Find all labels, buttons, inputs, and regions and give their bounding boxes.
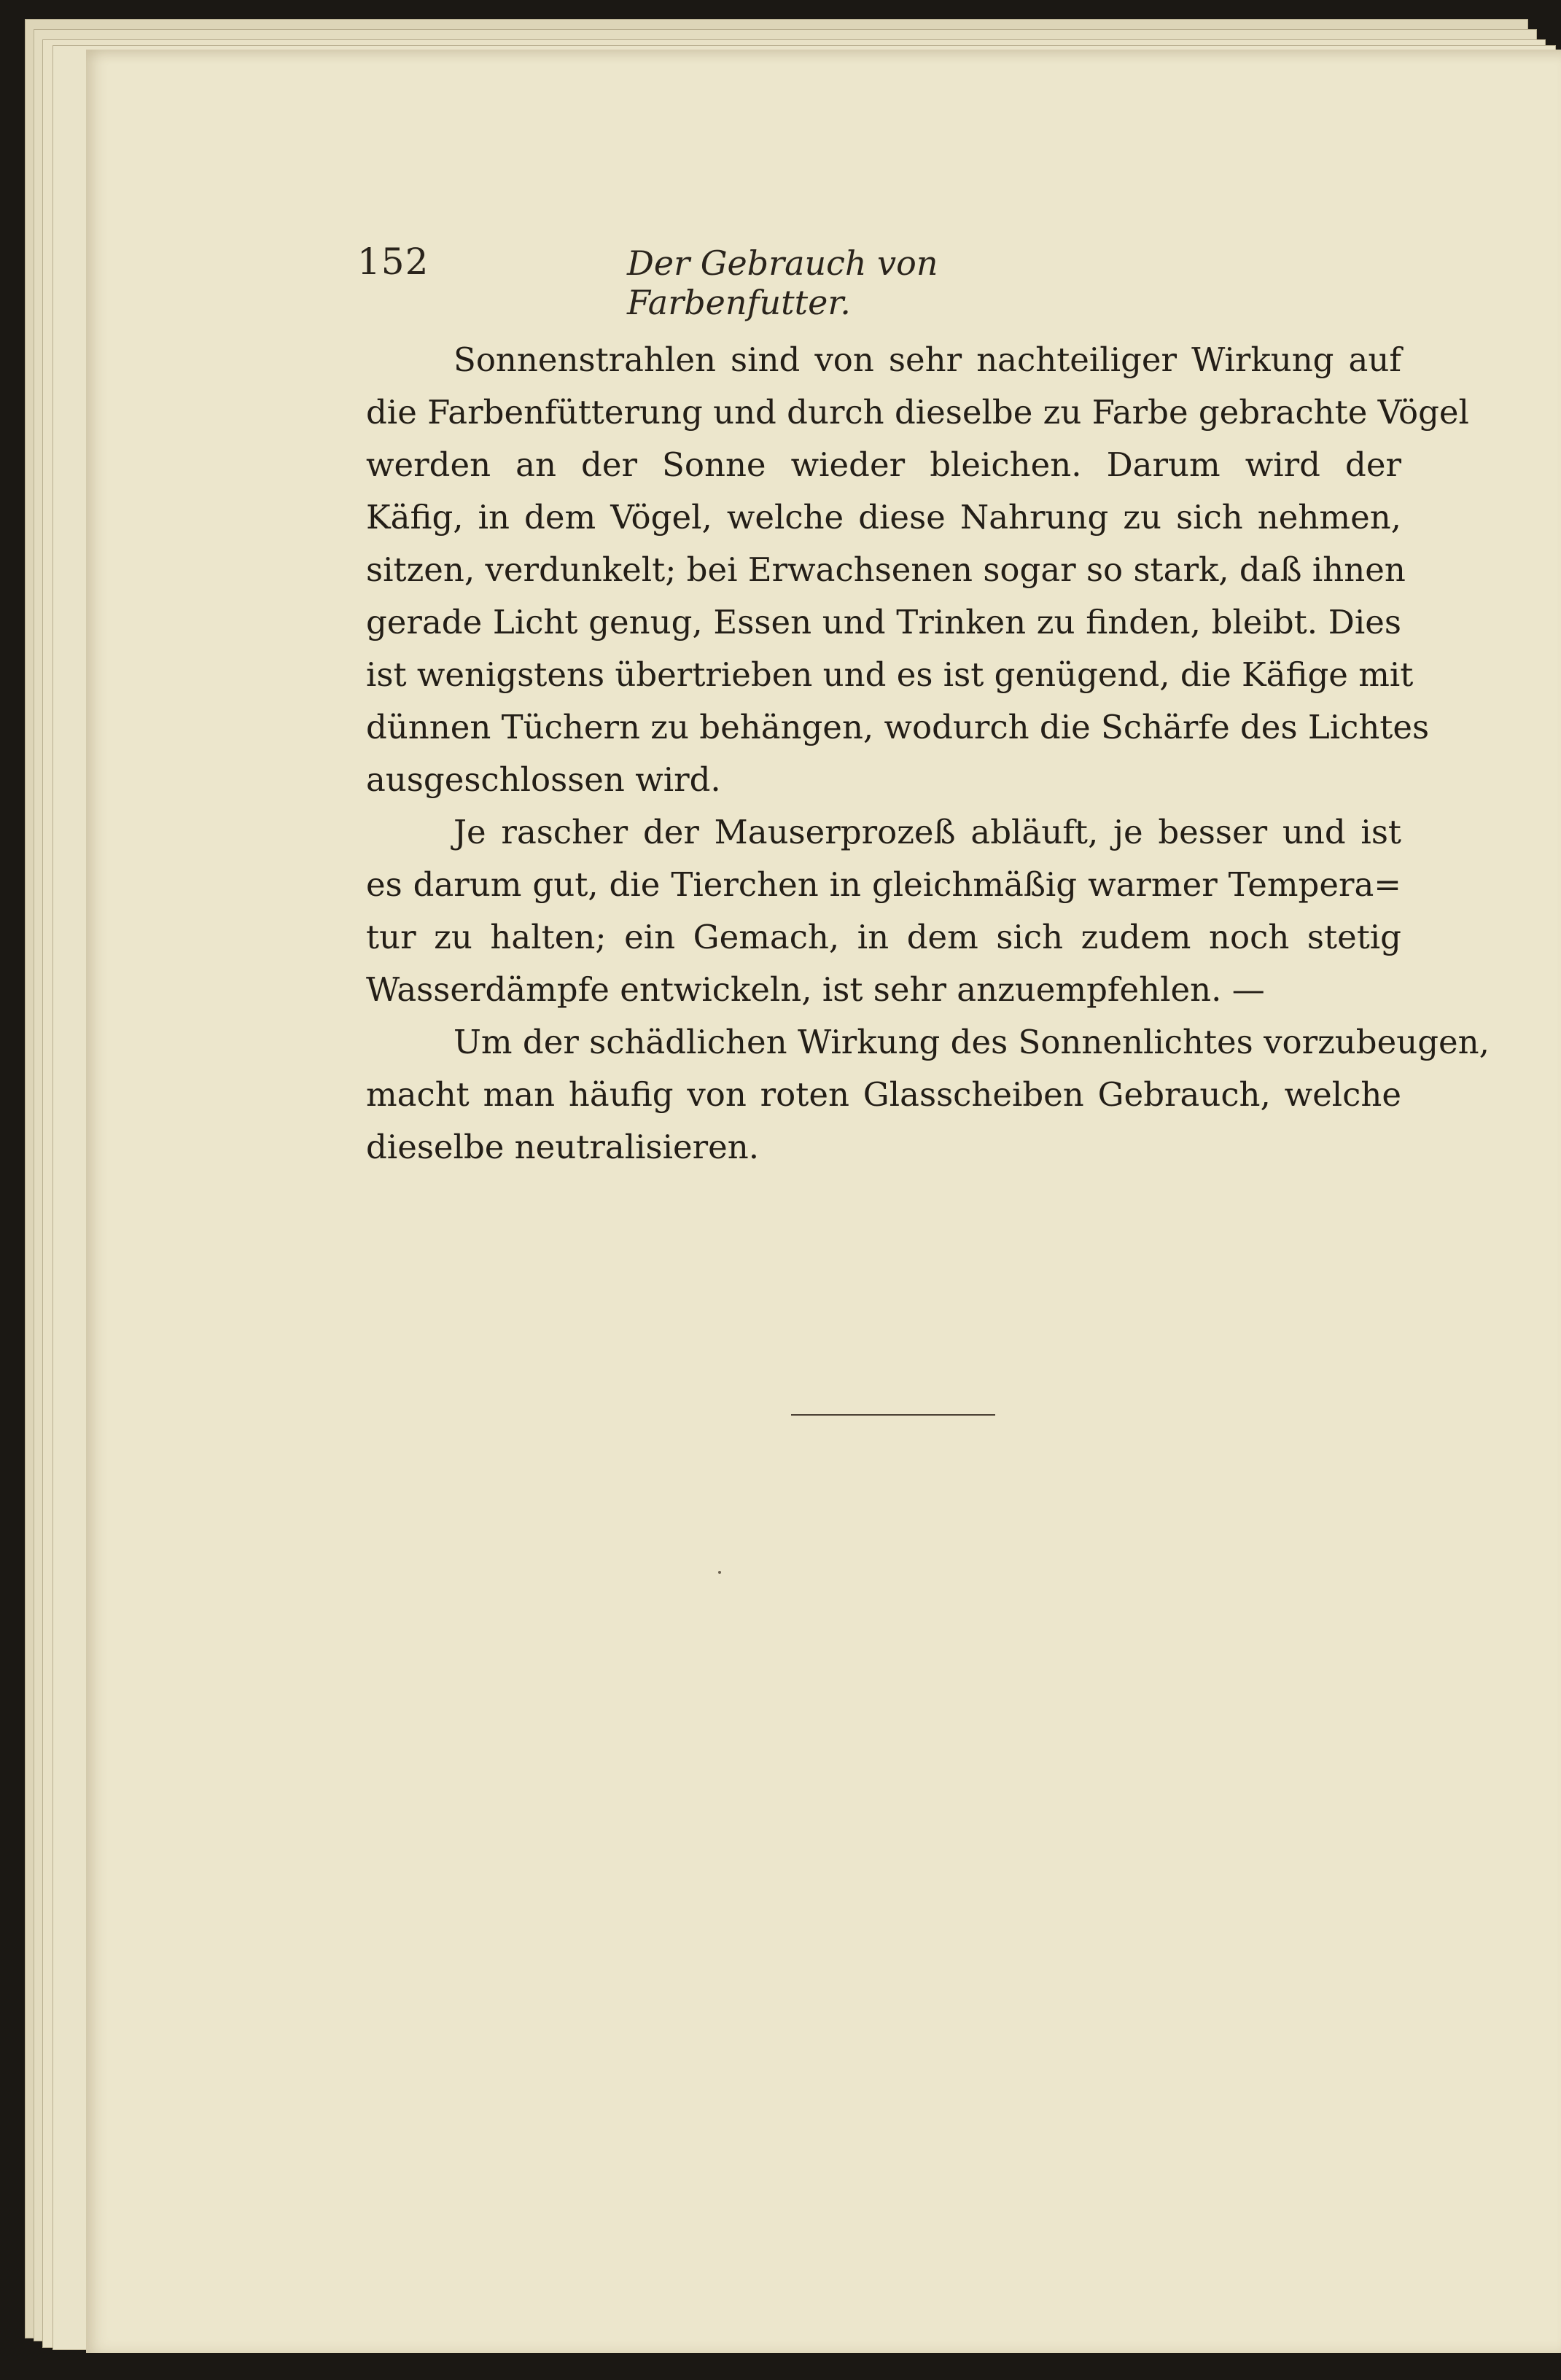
text-line: die Farbenfütterung und durch dieselbe zu Farbe gebrachte Vögel xyxy=(366,393,1469,432)
text-line: sitzen, verdunkelt; bei Erwachsenen sogar so stark, daß ihnen xyxy=(366,550,1406,589)
running-title: Der Gebrauch von Farbenfutter. xyxy=(627,243,938,322)
text-line: Sonnenstrahlen sind von sehr nachteiliger Wirkung auf xyxy=(453,340,1401,379)
text-line: macht man häufig von roten Glasscheiben Gebrauch, welche xyxy=(366,1075,1401,1114)
running-head xyxy=(357,241,1130,322)
text-line: gerade Licht genug, Essen und Trinken zu finden, bleibt. Dies xyxy=(366,603,1401,641)
text-line: Je rascher der Mauserprozeß abläuft, je besser und ist xyxy=(453,813,1401,851)
paper-speck xyxy=(718,1571,721,1574)
text-line: tur zu halten; ein Gemach, in dem sich zudem noch stetig xyxy=(366,918,1401,956)
text-line: es darum gut, die Tierchen in gleichmäßig warmer Tempera= xyxy=(366,865,1401,904)
text-line: ausgeschlossen wird. xyxy=(366,760,721,799)
body-text xyxy=(366,334,1490,1174)
text-line: dünnen Tüchern zu behängen, wodurch die Schärfe des Lichtes xyxy=(366,708,1430,746)
text-line: ist wenigstens übertrieben und es ist genügend, die Käfige mit xyxy=(366,655,1414,694)
page-number: 152 xyxy=(357,241,429,283)
text-line: werden an der Sonne wieder bleichen. Darum wird der xyxy=(366,445,1401,484)
text-line: Wasserdämpfe entwickeln, ist sehr anzuempfehlen. — xyxy=(366,970,1265,1009)
section-rule xyxy=(791,1414,995,1416)
text-line: Um der schädlichen Wirkung des Sonnenlichtes vorzubeugen, xyxy=(453,1023,1490,1061)
text-line: dieselbe neutralisieren. xyxy=(366,1128,760,1166)
text-line: Käfig, in dem Vögel, welche diese Nahrung zu sich nehmen, xyxy=(366,498,1401,537)
